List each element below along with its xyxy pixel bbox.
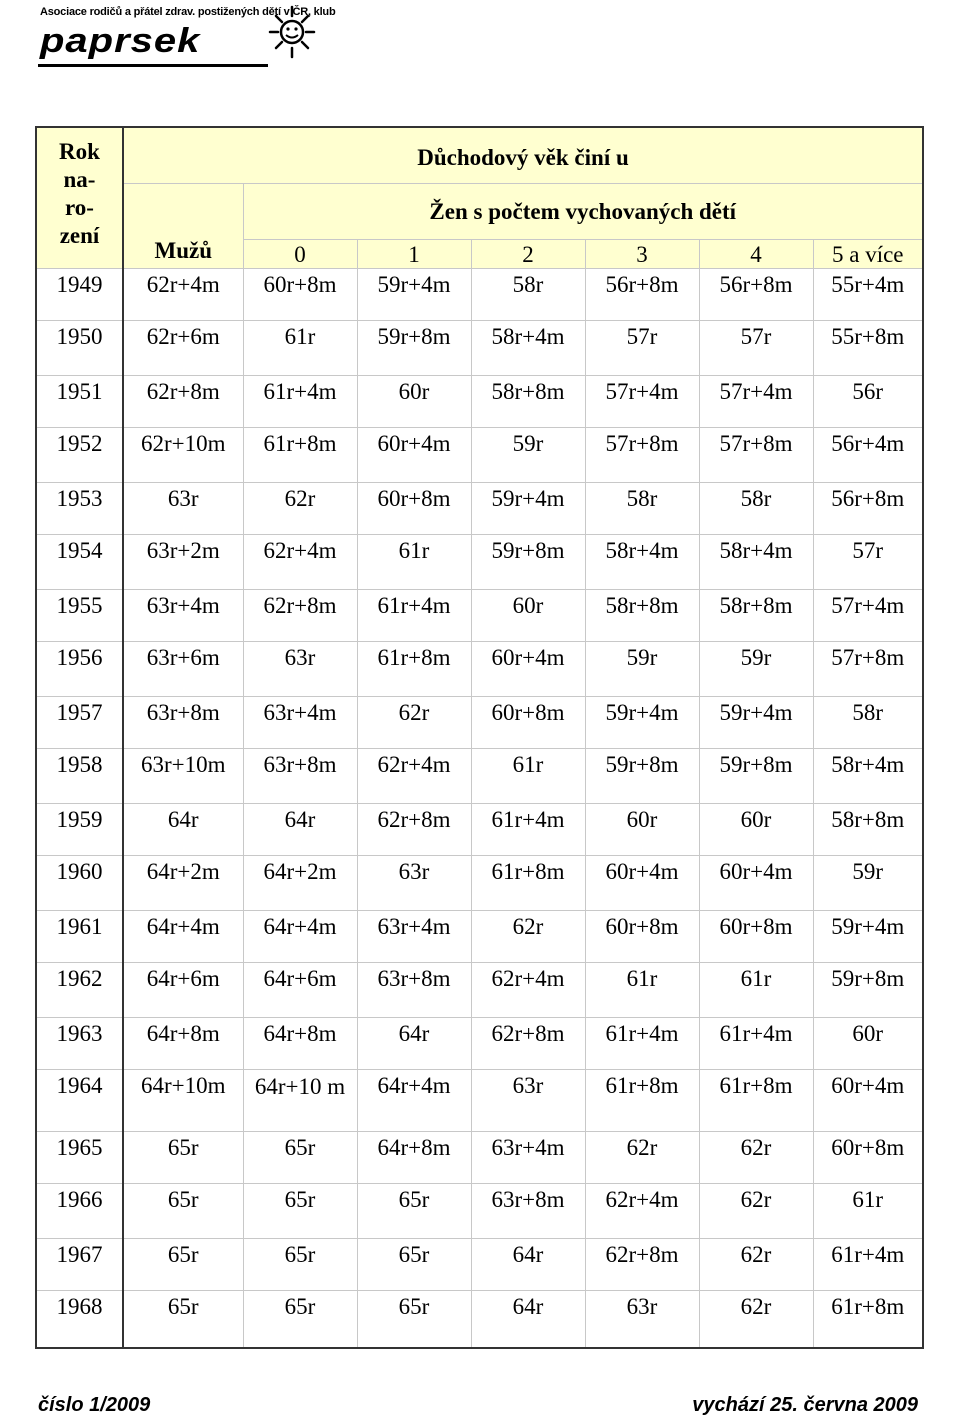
women-age-cell: 57r [585,320,699,375]
women-age-cell: 58r+4m [471,320,585,375]
women-age-cell: 63r [471,1069,585,1131]
women-age-cell: 60r+8m [357,482,471,534]
women-age-cell: 60r+4m [813,1069,923,1131]
women-age-cell: 62r [699,1183,813,1238]
year-cell: 1965 [36,1131,123,1183]
women-header: Žen s počtem vychovaných dětí [243,183,923,239]
men-age-cell: 63r+2m [123,534,243,589]
men-age-cell: 63r+6m [123,641,243,696]
table-row [36,855,923,910]
children-count-header: 1 [357,239,471,268]
women-age-cell: 61r+8m [243,427,357,482]
women-age-cell: 62r [585,1131,699,1183]
women-age-cell: 59r+8m [699,748,813,803]
year-cell: 1964 [36,1069,123,1131]
women-age-cell: 65r [357,1290,471,1348]
children-count-header: 3 [585,239,699,268]
year-cell: 1967 [36,1238,123,1290]
women-age-cell: 60r+8m [243,268,357,320]
women-age-cell: 60r [699,803,813,855]
table-row [36,482,923,534]
table-row [36,589,923,641]
women-age-cell: 56r+8m [699,268,813,320]
women-age-cell: 59r+8m [813,962,923,1017]
year-cell: 1957 [36,696,123,748]
year-header-line: Rok [59,139,100,164]
women-age-cell: 60r+8m [813,1131,923,1183]
women-age-cell: 58r [471,268,585,320]
women-age-cell: 61r [357,534,471,589]
women-age-cell: 57r [699,320,813,375]
men-age-cell: 64r+6m [123,962,243,1017]
women-age-cell: 63r+4m [357,910,471,962]
table-row [36,910,923,962]
men-age-cell: 65r [123,1290,243,1348]
women-age-cell: 57r+4m [699,375,813,427]
women-age-cell: 59r+4m [471,482,585,534]
men-age-cell: 64r [123,803,243,855]
children-count-header: 2 [471,239,585,268]
men-age-cell: 64r+8m [123,1017,243,1069]
men-age-cell: 63r [123,482,243,534]
women-age-cell: 57r+8m [699,427,813,482]
children-count-header: 5 a více [813,239,923,268]
women-age-cell: 62r [471,910,585,962]
year-header-line: na- [63,167,96,192]
table-title: Důchodový věk činí u [123,127,923,183]
women-age-cell: 64r+4m [243,910,357,962]
year-cell: 1953 [36,482,123,534]
women-age-cell: 58r+8m [585,589,699,641]
men-age-cell: 62r+8m [123,375,243,427]
women-age-cell: 63r [243,641,357,696]
women-age-cell: 60r+4m [699,855,813,910]
year-cell: 1956 [36,641,123,696]
women-age-cell: 60r+8m [699,910,813,962]
women-age-cell: 62r+8m [585,1238,699,1290]
table-row [36,748,923,803]
women-age-cell: 62r [357,696,471,748]
women-age-cell: 59r+4m [699,696,813,748]
table-row [36,696,923,748]
issue-number: číslo 1/2009 [38,1394,151,1416]
women-age-cell: 62r [699,1131,813,1183]
men-age-cell: 63r+10m [123,748,243,803]
women-age-cell: 62r+4m [243,534,357,589]
women-age-cell: 56r+4m [813,427,923,482]
women-age-cell: 63r+4m [471,1131,585,1183]
women-age-cell: 65r [357,1238,471,1290]
women-age-cell: 58r+4m [813,748,923,803]
women-age-cell: 58r [585,482,699,534]
year-cell: 1949 [36,268,123,320]
women-age-cell: 59r+8m [585,748,699,803]
men-age-cell: 64r+2m [123,855,243,910]
women-age-cell: 59r+8m [471,534,585,589]
women-age-cell: 59r [585,641,699,696]
women-age-cell: 60r+8m [471,696,585,748]
year-cell: 1954 [36,534,123,589]
women-age-cell: 56r [813,375,923,427]
women-age-cell: 65r [357,1183,471,1238]
year-cell: 1963 [36,1017,123,1069]
women-age-cell: 56r+8m [585,268,699,320]
women-age-cell: 62r+8m [243,589,357,641]
men-age-cell: 65r [123,1238,243,1290]
women-age-cell: 62r+4m [585,1183,699,1238]
women-age-cell: 63r+4m [243,696,357,748]
table-row [36,1238,923,1290]
women-age-cell: 61r+8m [585,1069,699,1131]
sun-icon [268,4,316,60]
women-age-cell: 64r [357,1017,471,1069]
women-age-cell: 61r+8m [813,1290,923,1348]
women-age-cell: 61r+8m [471,855,585,910]
table-row [36,534,923,589]
women-age-cell: 59r [699,641,813,696]
children-count-header: 4 [699,239,813,268]
men-age-cell: 63r+8m [123,696,243,748]
women-age-cell: 60r+4m [585,855,699,910]
year-cell: 1950 [36,320,123,375]
women-age-cell: 64r+8m [243,1017,357,1069]
women-age-cell: 63r [585,1290,699,1348]
year-cell: 1955 [36,589,123,641]
women-age-cell: 58r [699,482,813,534]
women-age-cell: 61r [243,320,357,375]
women-age-cell: 60r [471,589,585,641]
year-header-line: ro- [65,195,94,220]
women-age-cell: 61r+4m [357,589,471,641]
year-cell: 1951 [36,375,123,427]
women-age-cell: 64r+8m [357,1131,471,1183]
year-cell: 1958 [36,748,123,803]
women-age-cell: 61r+8m [699,1069,813,1131]
women-age-cell: 64r+10 m [243,1069,357,1131]
men-age-cell: 64r+10m [123,1069,243,1131]
women-age-cell: 58r+4m [699,534,813,589]
women-age-cell: 61r+4m [471,803,585,855]
logo-text: paprsek [40,22,201,60]
women-age-cell: 57r [813,534,923,589]
men-age-cell: 64r+4m [123,910,243,962]
women-age-cell: 59r+4m [813,910,923,962]
women-age-cell: 59r+4m [585,696,699,748]
women-age-cell: 58r+8m [471,375,585,427]
women-age-cell: 57r+4m [585,375,699,427]
women-age-cell: 62r+4m [471,962,585,1017]
men-age-cell: 65r [123,1183,243,1238]
women-age-cell: 60r [357,375,471,427]
women-age-cell: 60r+4m [357,427,471,482]
table-row [36,1290,923,1348]
men-age-cell: 62r+10m [123,427,243,482]
year-cell: 1952 [36,427,123,482]
women-age-cell: 65r [243,1183,357,1238]
year-cell: 1962 [36,962,123,1017]
women-age-cell: 57r+4m [813,589,923,641]
women-age-cell: 61r [813,1183,923,1238]
women-age-cell: 59r [471,427,585,482]
women-age-cell: 58r+8m [699,589,813,641]
table-row [36,641,923,696]
publication-date: vychází 25. června 2009 [692,1394,918,1416]
women-age-cell: 61r+4m [813,1238,923,1290]
women-age-cell: 64r [243,803,357,855]
women-age-cell: 63r+8m [471,1183,585,1238]
women-age-cell: 61r+8m [357,641,471,696]
women-age-cell: 58r+4m [585,534,699,589]
women-age-cell: 61r [699,962,813,1017]
women-age-cell: 65r [243,1238,357,1290]
year-cell: 1961 [36,910,123,962]
women-age-cell: 65r [243,1290,357,1348]
table-row [36,1183,923,1238]
women-age-cell: 58r+8m [813,803,923,855]
women-age-cell: 60r+8m [585,910,699,962]
women-age-cell: 61r+4m [585,1017,699,1069]
table-row [36,427,923,482]
year-header-line: zení [59,223,100,248]
women-age-cell: 59r+4m [357,268,471,320]
women-age-cell: 55r+8m [813,320,923,375]
table-row [36,962,923,1017]
women-age-cell: 63r [357,855,471,910]
women-age-cell: 64r+4m [357,1069,471,1131]
retirement-age-table [35,126,924,1349]
year-column-header [36,127,123,268]
organization-name: Asociace rodičů a přátel zdrav. postižených dětí v ČR, klub [40,6,336,18]
women-age-cell: 63r+8m [243,748,357,803]
masthead [36,2,456,92]
men-age-cell: 65r [123,1131,243,1183]
women-age-cell: 64r [471,1290,585,1348]
women-age-cell: 60r+4m [471,641,585,696]
table-row [36,375,923,427]
logo-underline [38,64,268,67]
year-cell: 1968 [36,1290,123,1348]
women-age-cell: 57r+8m [585,427,699,482]
women-age-cell: 64r+6m [243,962,357,1017]
table-row [36,1017,923,1069]
women-age-cell: 56r+8m [813,482,923,534]
women-age-cell: 62r [699,1238,813,1290]
women-age-cell: 57r+8m [813,641,923,696]
men-age-cell: 62r+6m [123,320,243,375]
women-age-cell: 65r [243,1131,357,1183]
women-age-cell: 62r+8m [357,803,471,855]
men-header: Mužů [123,183,243,268]
year-cell: 1966 [36,1183,123,1238]
women-age-cell: 64r [471,1238,585,1290]
women-age-cell: 55r+4m [813,268,923,320]
table-row [36,1131,923,1183]
women-age-cell: 60r [813,1017,923,1069]
women-age-cell: 61r+4m [243,375,357,427]
year-cell: 1959 [36,803,123,855]
men-age-cell: 63r+4m [123,589,243,641]
women-age-cell: 61r+4m [699,1017,813,1069]
year-cell: 1960 [36,855,123,910]
table-row [36,320,923,375]
women-age-cell: 62r [243,482,357,534]
table-row [36,803,923,855]
women-age-cell: 62r+8m [471,1017,585,1069]
children-count-header: 0 [243,239,357,268]
men-age-cell: 62r+4m [123,268,243,320]
women-age-cell: 61r [585,962,699,1017]
women-age-cell: 62r [699,1290,813,1348]
women-age-cell: 64r+2m [243,855,357,910]
women-age-cell: 59r+8m [357,320,471,375]
table-row [36,1069,923,1131]
women-age-cell: 62r+4m [357,748,471,803]
women-age-cell: 63r+8m [357,962,471,1017]
women-age-cell: 59r [813,855,923,910]
table-row [36,268,923,320]
women-age-cell: 58r [813,696,923,748]
women-age-cell: 61r [471,748,585,803]
women-age-cell: 60r [585,803,699,855]
